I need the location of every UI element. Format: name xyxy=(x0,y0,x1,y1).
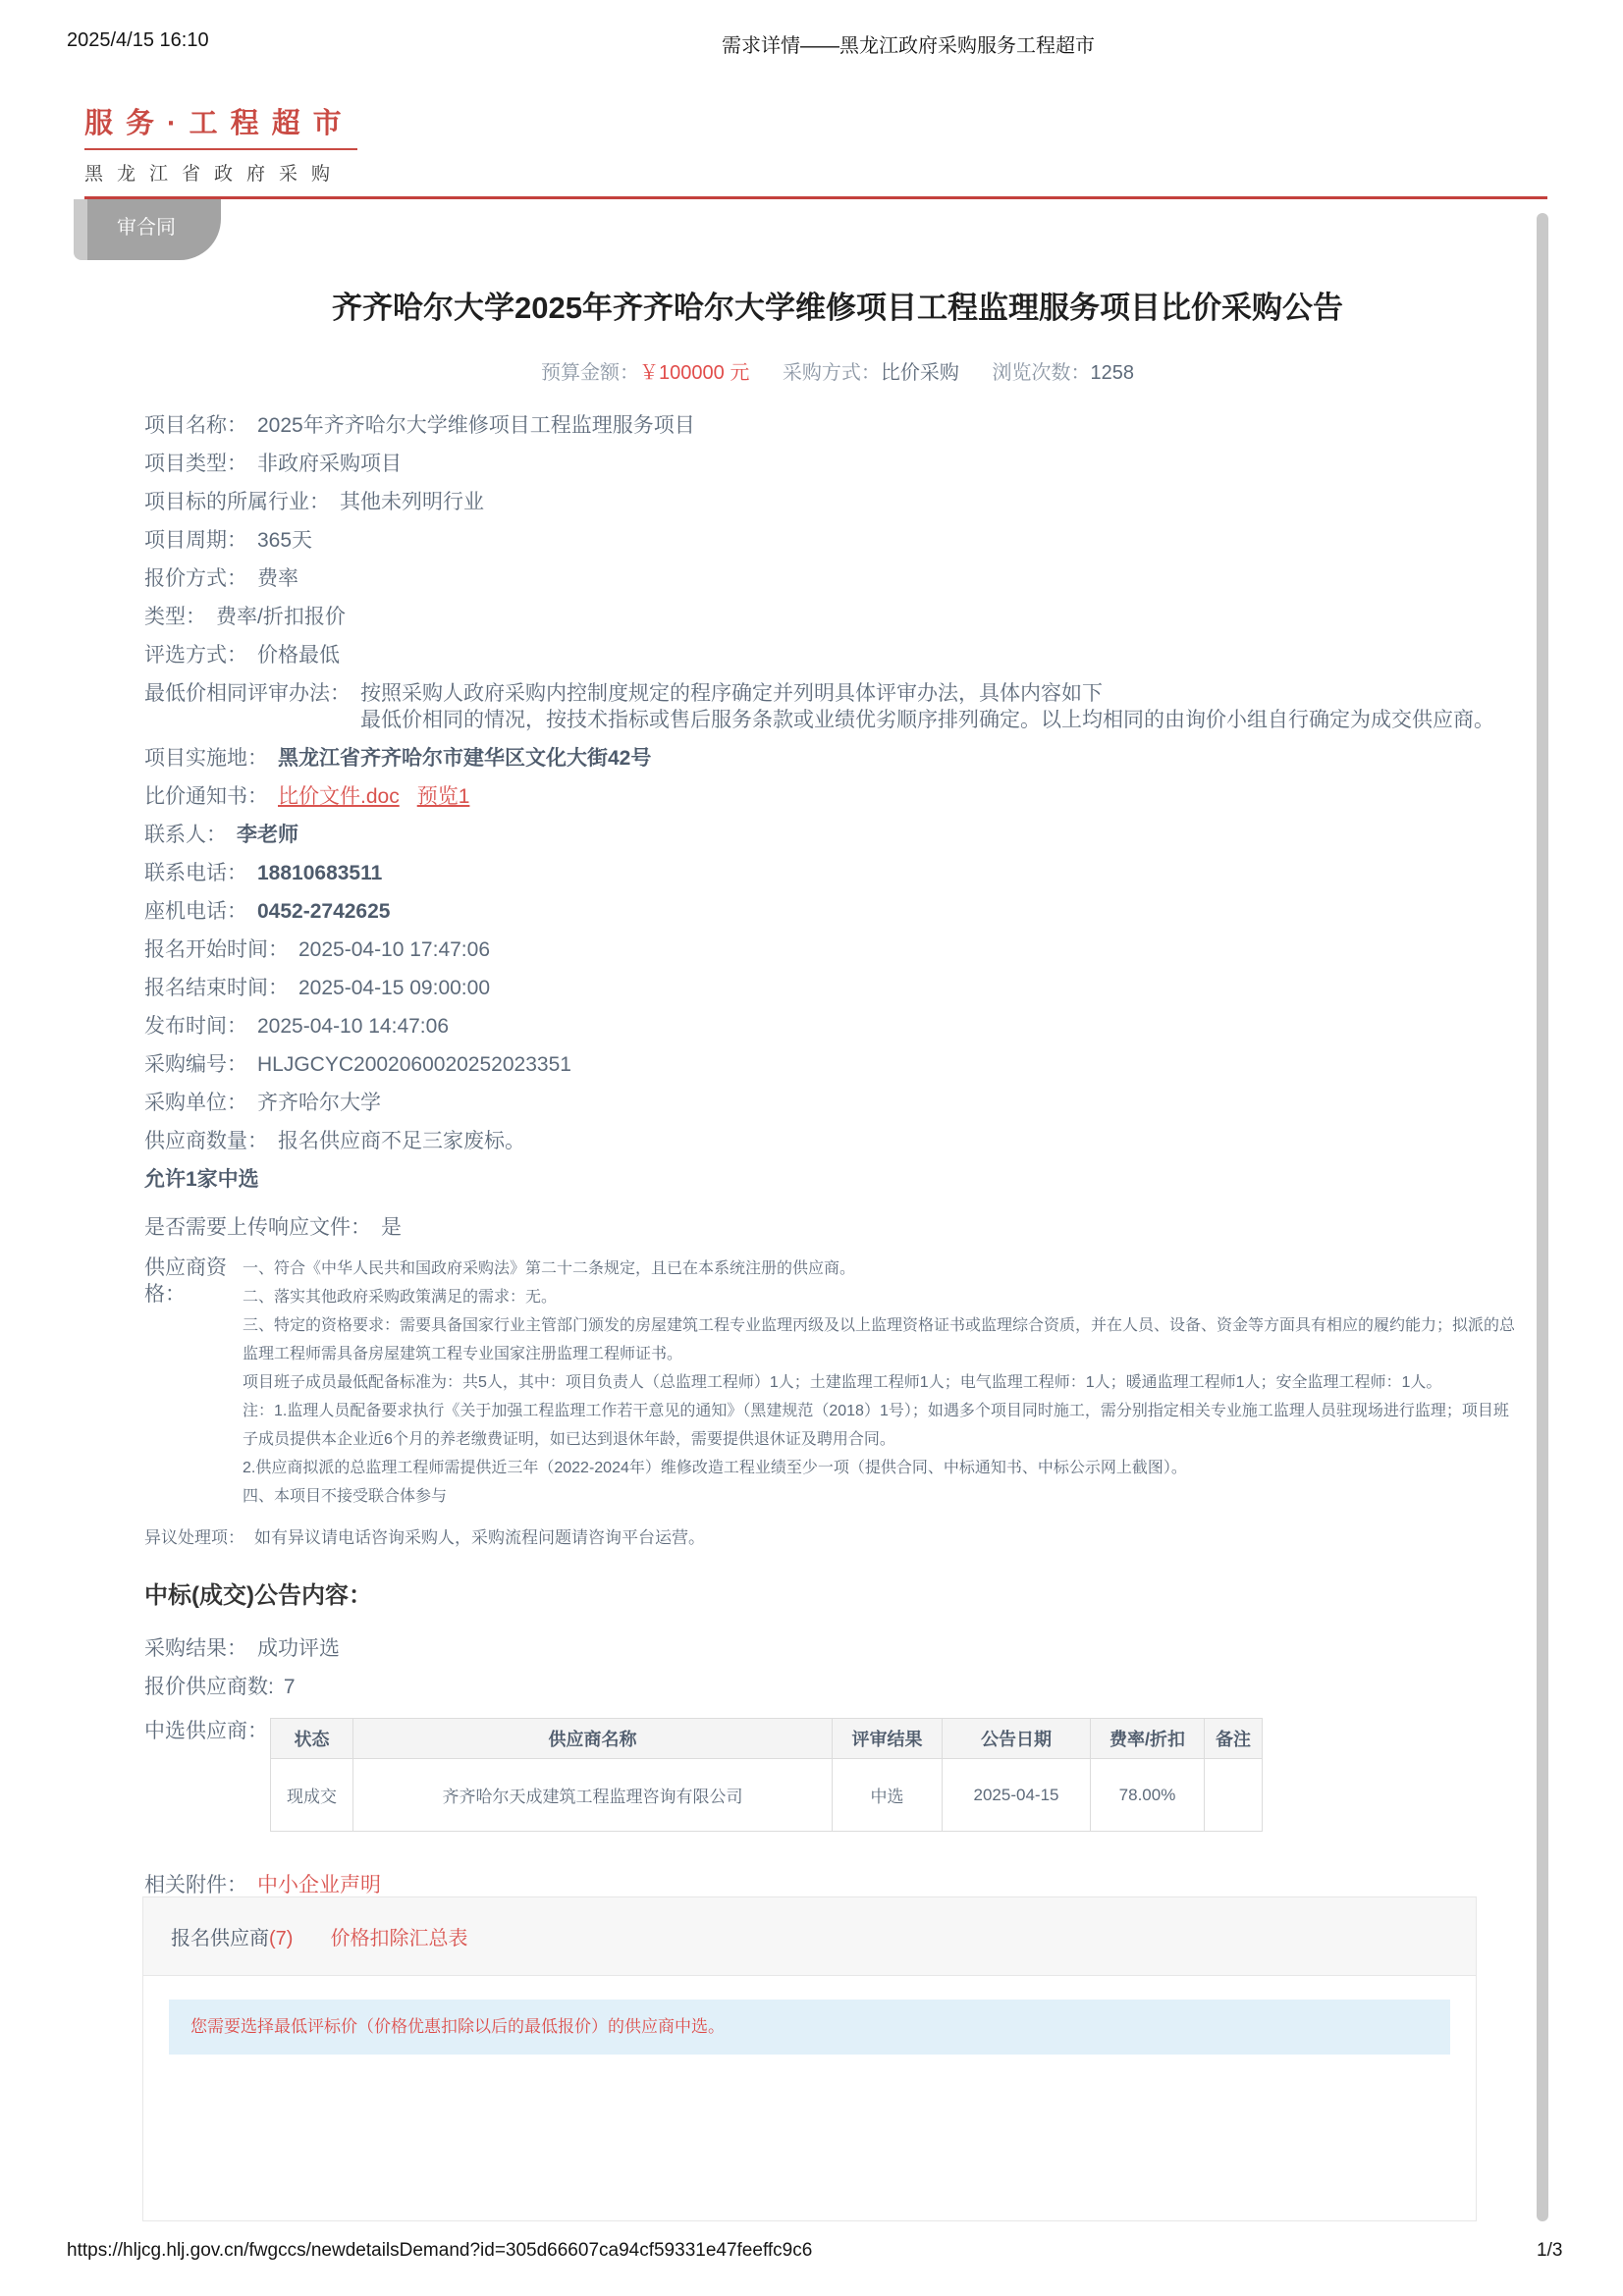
qualification-item: 2.供应商拟派的总监理工程师需提供近三年（2022-2024年）维修改造工程业绩至少一项（提供合同、中标通知书、中标公示网上截图）。 xyxy=(243,1460,1187,1476)
field-label: 报名结束时间： xyxy=(144,977,289,999)
site-logo xyxy=(84,101,357,186)
col-supplier-name: 供应商名称 xyxy=(353,1719,833,1759)
field-label: 最低价相同评审办法： xyxy=(144,682,351,705)
qualification-item: 一、符合《中华人民共和国政府采购法》第二十二条规定，且已在本系统注册的供应商。 xyxy=(243,1260,856,1277)
field-evaluation xyxy=(144,642,1531,668)
qualification-item: 四、本项目不接受联合体参与 xyxy=(243,1488,448,1505)
field-value: 7 xyxy=(283,1676,296,1698)
field-value: 非政府采购项目 xyxy=(257,453,402,475)
field-value: 价格最低 xyxy=(257,644,340,667)
field-value: 其他未列明行业 xyxy=(340,491,484,513)
method-label: 采购方式： xyxy=(782,362,881,384)
qualification-item: 注：1.监理人员配备要求执行《关于加强工程监理工作若干意见的通知》（黑建规范（2018）1号）；如遇多个项目同时施工，需分别指定相关专业施工监理人员驻现场进行监理；项目班子成员提供本企业近6个月的养老缴费证明，如已达到退休年龄，需要提供退休证及聘用合同。 xyxy=(243,1403,1509,1448)
field-project-type xyxy=(144,451,1531,477)
field-label: 采购单位： xyxy=(144,1092,247,1114)
field-label: 联系人： xyxy=(144,824,227,846)
col-remark: 备注 xyxy=(1205,1719,1263,1759)
tab-registered-suppliers[interactable] xyxy=(171,1922,293,1950)
announcement-body xyxy=(144,283,1531,1898)
tab-count-badge: (7) xyxy=(269,1928,294,1949)
page-title: 齐齐哈尔大学2025年齐齐哈尔大学维修项目工程监理服务项目比价采购公告 xyxy=(332,291,1343,325)
field-label: 座机电话： xyxy=(144,900,247,923)
scrollbar-thumb[interactable] xyxy=(1537,213,1548,2221)
print-datetime: 2025/4/15 16:10 xyxy=(67,29,209,51)
budget-value: ￥100000 元 xyxy=(639,362,750,384)
col-status: 状态 xyxy=(271,1719,353,1759)
cell-status: 现成交 xyxy=(271,1759,353,1832)
print-doc-title: 需求详情——黑龙江政府采购服务工程超市 xyxy=(722,35,1095,57)
qualification-paragraphs xyxy=(243,1255,1519,1511)
header-divider xyxy=(84,196,1547,199)
field-publish-time xyxy=(144,1013,1531,1040)
field-value: 2025年齐齐哈尔大学维修项目工程监理服务项目 xyxy=(257,414,695,437)
field-value: 2025-04-10 14:47:06 xyxy=(257,1015,449,1038)
cell-rate-discount: 78.00% xyxy=(1091,1759,1205,1832)
method-value: 比价采购 xyxy=(880,362,959,384)
qualification-item: 三、特定的资格要求：需要具备国家行业主管部门颁发的房屋建筑工程专业监理丙级及以上监理资格证书或监理综合资质，并在人员、设备、资金等方面具有相应的履约能力；拟派的总监理工程师需具备房屋建筑工程专业国家注册监理工程师证书。 xyxy=(243,1317,1516,1362)
field-value: 李老师 xyxy=(237,824,298,846)
cell-supplier-name: 齐齐哈尔天成建筑工程监理咨询有限公司 xyxy=(353,1759,833,1832)
field-label: 异议处理项： xyxy=(144,1528,244,1547)
field-value-multiline xyxy=(360,680,1494,733)
field-signup-start xyxy=(144,936,1531,963)
field-industry xyxy=(144,489,1531,515)
field-location xyxy=(144,745,1531,772)
attachments-row xyxy=(144,1869,1531,1898)
field-tie-break xyxy=(144,680,1531,733)
field-signup-end xyxy=(144,975,1531,1001)
field-label: 采购结果： xyxy=(144,1637,247,1660)
field-value: 0452-2742625 xyxy=(257,900,391,923)
field-label: 联系电话： xyxy=(144,862,247,884)
field-purchaser xyxy=(144,1090,1531,1116)
allow-winner-note: 允许1家中选 xyxy=(144,1168,259,1191)
table-header-row xyxy=(271,1719,1263,1759)
field-value: HLJGCYC2002060020252023351 xyxy=(257,1053,571,1076)
sme-declaration-link[interactable]: 中小企业声明 xyxy=(257,1874,381,1896)
winner-block xyxy=(144,1718,1531,1832)
field-label: 评选方式： xyxy=(144,644,247,667)
status-tag-label: 审合同 xyxy=(87,199,221,260)
field-label: 供应商数量： xyxy=(144,1130,268,1152)
field-value: 报名供应商不足三家废标。 xyxy=(278,1130,525,1152)
meta-line xyxy=(144,356,1531,385)
field-label: 项目周期： xyxy=(144,529,247,552)
cell-remark xyxy=(1205,1759,1263,1832)
logo-underline xyxy=(84,148,357,150)
field-value: 成功评选 xyxy=(257,1637,340,1660)
field-label: 供应商资格： xyxy=(144,1256,227,1306)
field-value: 2025-04-10 17:47:06 xyxy=(298,938,490,961)
field-notice xyxy=(144,783,1531,810)
winner-table xyxy=(270,1718,1263,1832)
site-logo-title: 服务·工程超市 xyxy=(84,108,354,139)
field-label: 是否需要上传响应文件： xyxy=(144,1216,371,1239)
field-result xyxy=(144,1635,1531,1662)
field-label: 发布时间： xyxy=(144,1015,247,1038)
supplier-panel xyxy=(142,1896,1477,2221)
cell-announce-date: 2025-04-15 xyxy=(943,1759,1091,1832)
tie-break-line1: 按照采购人政府采购内控制度规定的程序确定并列明具体评审办法，具体内容如下 xyxy=(360,682,1103,705)
winner-label: 中选供应商： xyxy=(144,1720,268,1742)
field-label: 比价通知书： xyxy=(144,785,268,808)
budget-label: 预算金额： xyxy=(541,362,640,384)
qualification-item: 二、落实其他政府采购政策满足的需求：无。 xyxy=(243,1289,558,1306)
field-value: 2025-04-15 09:00:00 xyxy=(298,977,490,999)
field-contact xyxy=(144,822,1531,848)
qualification-item: 项目班子成员最低配备标准为：共5人，其中：项目负责人（总监理工程师）1人；土建监理工程师1人；电气监理工程师：1人；暖通监理工程师1人；安全监理工程师：1人。 xyxy=(243,1374,1442,1391)
field-value: 如有异议请电话咨询采购人，采购流程问题请咨询平台运营。 xyxy=(254,1528,705,1547)
col-rate-discount: 费率/折扣 xyxy=(1091,1719,1205,1759)
table-row xyxy=(271,1759,1263,1832)
field-label: 报价供应商数: xyxy=(144,1676,274,1698)
views-label: 浏览次数： xyxy=(992,362,1091,384)
panel-tab-bar xyxy=(143,1897,1476,1976)
tab-price-deduction-summary[interactable]: 价格扣除汇总表 xyxy=(330,1928,468,1949)
field-label: 项目标的所属行业： xyxy=(144,491,330,513)
field-type xyxy=(144,604,1531,630)
cell-review-result: 中选 xyxy=(833,1759,943,1832)
field-value: 黑龙江省齐齐哈尔市建华区文化大街42号 xyxy=(278,747,652,770)
field-label: 项目名称： xyxy=(144,414,247,437)
field-objection xyxy=(144,1526,1531,1550)
print-footer-url: https://hljcg.hlj.gov.cn/fwgccs/newdetailsDemand?id=305d66607ca94cf59331e47feeffc9c6 xyxy=(67,2240,813,2261)
field-supplier-count xyxy=(144,1128,1531,1154)
field-label: 项目实施地： xyxy=(144,747,268,770)
field-phone xyxy=(144,860,1531,886)
field-label: 报名开始时间： xyxy=(144,938,289,961)
award-section-heading: 中标(成交)公告内容： xyxy=(144,1582,372,1609)
notice-file-link[interactable]: 比价文件.doc xyxy=(278,785,400,808)
field-landline xyxy=(144,898,1531,925)
field-label: 项目类型： xyxy=(144,453,247,475)
field-quote-method xyxy=(144,565,1531,592)
field-label: 相关附件： xyxy=(144,1874,247,1896)
views-value: 1258 xyxy=(1090,362,1134,384)
field-value: 费率 xyxy=(257,567,298,590)
field-project-name xyxy=(144,412,1531,439)
field-bidder-count xyxy=(144,1674,1531,1700)
tab-label: 报名供应商 xyxy=(171,1928,269,1949)
field-period xyxy=(144,527,1531,554)
field-value: 18810683511 xyxy=(257,862,383,884)
lowest-price-alert: 您需要选择最低评标价（价格优惠扣除以后的最低报价）的供应商中选。 xyxy=(169,2000,1450,2055)
col-review-result: 评审结果 xyxy=(833,1719,943,1759)
field-label: 报价方式： xyxy=(144,567,247,590)
field-upload-required xyxy=(144,1214,1531,1241)
status-tag-strip xyxy=(74,199,87,260)
field-qualification xyxy=(144,1255,1531,1511)
field-value: 是 xyxy=(381,1216,402,1239)
notice-preview-link[interactable]: 预览1 xyxy=(416,785,470,808)
field-value: 齐齐哈尔大学 xyxy=(257,1092,381,1114)
site-logo-subtitle: 黑龙江省政府采购 xyxy=(84,164,345,185)
status-tag xyxy=(74,199,221,260)
field-value: 费率/折扣报价 xyxy=(216,606,346,628)
field-label: 采购编号： xyxy=(144,1053,247,1076)
tie-break-line2: 最低价相同的情况，按技术指标或售后服务条款或业绩优劣顺序排列确定。以上均相同的由询价小组自行确定为成交供应商。 xyxy=(360,709,1494,731)
field-value: 365天 xyxy=(257,529,313,552)
field-procurement-no xyxy=(144,1051,1531,1078)
col-announce-date: 公告日期 xyxy=(943,1719,1091,1759)
print-footer-page: 1/3 xyxy=(1537,2240,1563,2261)
field-label: 类型： xyxy=(144,606,206,628)
